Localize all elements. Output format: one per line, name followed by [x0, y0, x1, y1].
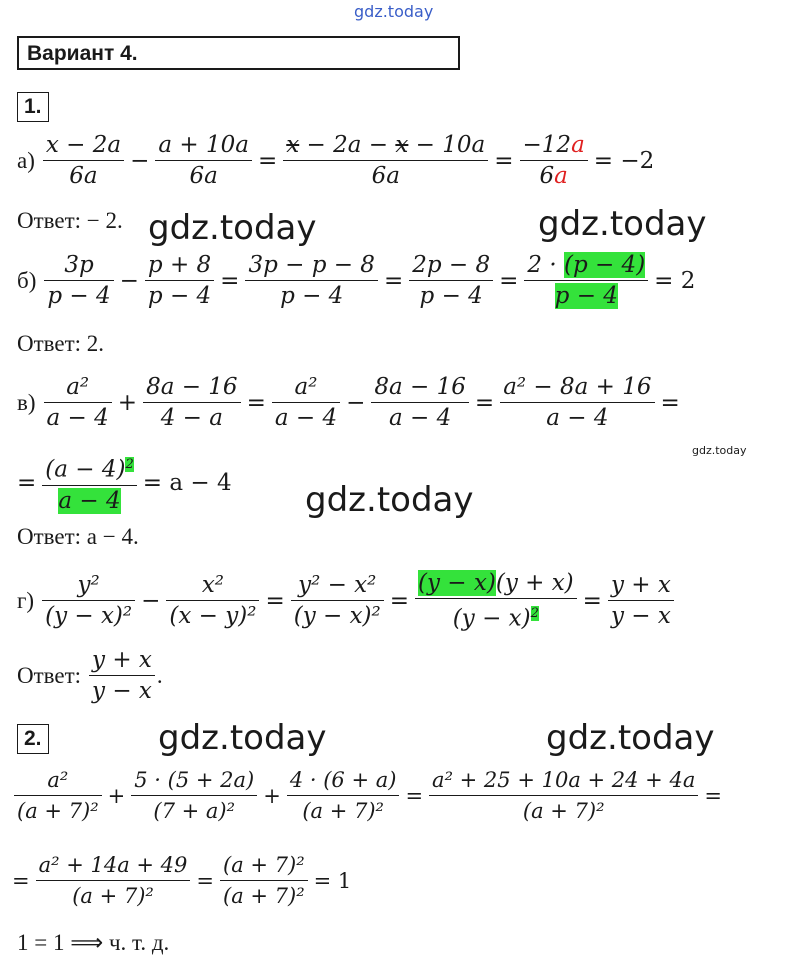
fraction: $\frac{y + x}{y - x}$	[89, 645, 155, 706]
fraction: $\frac{p + 8}{p - 4}$	[145, 250, 214, 311]
fraction: $\frac{\text{a²}}{\text{(a + 7)²}}$	[14, 765, 102, 826]
fraction: $\frac{4 \cdot (6 + a)}{\text{(a + 7)²}}$	[287, 765, 400, 826]
conclusion: 1 = 1 ⟹ ч. т. д.	[17, 930, 170, 955]
fraction: $\frac{2 \cdot (p - 4)}{p - 4}$	[524, 250, 648, 311]
fraction: $\frac{3p - p - 8}{p - 4}$	[245, 250, 378, 311]
answer-1g: Ответ: $\frac{y + x}{y - x}$ .	[17, 647, 163, 704]
fraction: $\frac{8a - 16}{4 - a}$	[143, 372, 241, 433]
fraction: $\frac{\text{a²}}{a - 4}$	[44, 372, 112, 433]
answer-1v: Ответ: a − 4.	[17, 524, 139, 549]
label-1g: г)	[17, 587, 35, 613]
fraction: $\frac{\text{a² + 14a + 49}}{\text{(a + 7)²}}$	[36, 850, 191, 911]
watermark-small: gdz.today	[692, 444, 747, 457]
watermark: gdz.today	[158, 718, 327, 758]
label-1a: а)	[17, 147, 35, 173]
watermark-top: gdz.today	[354, 2, 434, 21]
page-title: Вариант 4.	[17, 36, 460, 70]
answer-1b: Ответ: 2.	[17, 331, 105, 356]
answer-1a: Ответ: − 2.	[17, 208, 123, 233]
task1-number: 1.	[17, 92, 49, 122]
eq-1v-line1: в) $\frac{\text{a²}}{a - 4}$ + $\frac{8a - 16}{4 - a}$ = $\frac{\text{a²}}{a - 4}$ − $\frac{8a - 16}{a - 4}$ = $\frac{\text{a² − 8a + 16}}{a - 4}$ =	[17, 374, 680, 431]
fraction: $\frac{\text{a² + 25 + 10a + 24 + 4a}}{\text{(a + 7)²}}$	[429, 765, 698, 826]
watermark: gdz.today	[148, 208, 317, 248]
fraction: $\frac{-12a}{6a}$	[520, 130, 588, 191]
fraction: $\frac{y + x}{y - x}$	[608, 570, 674, 631]
eq-2-line1: $\frac{\text{a²}}{\text{(a + 7)²}}$ + $\frac{5 \cdot (5 + 2a)}{\text{(7 + a)²}}$ + $\frac{4 \cdot (6 + a)}{\text{(a + 7)²}}$ = $\frac{\text{a² + 25 + 10a + 24 + 4a}}{\text{(a + 7)²}}$ =	[12, 765, 726, 826]
eq-2-line2: = $\frac{\text{a² + 14a + 49}}{\text{(a + 7)²}}$ = $\frac{\text{(a + 7)²}}{\text{(a + 7)²}}$ = 1	[12, 850, 355, 911]
eq-1b: б) $\frac{3p}{p - 4}$ − $\frac{p + 8}{p - 4}$ = $\frac{3p - p - 8}{p - 4}$ = $\frac{2p - 8}{p - 4}$ = $\frac{2 \cdot (p - 4)}{p - 4}$ = 2	[17, 252, 696, 309]
watermark: gdz.today	[546, 718, 715, 758]
fraction: $\frac{x - 2a}{6a}$	[43, 130, 124, 191]
fraction: $\frac{5 \cdot (5 + 2a)}{\text{(7 + a)²}}$	[131, 765, 257, 826]
label-1v: в)	[17, 389, 36, 415]
fraction: $\frac{\text{(a + 7)²}}{\text{(a + 7)²}}$	[220, 850, 308, 911]
fraction: $\frac{x - 2a - x - 10a}{6a}$	[283, 130, 488, 191]
fraction: $\frac{(a - 4)^2}{a - 4}$	[42, 450, 136, 516]
fraction: $\frac{(y - x)(y + x)}{(y - x)^2}$	[415, 568, 577, 634]
eq-1g: г) $\frac{\text{y²}}{\text{(y − x)²}}$ − $\frac{\text{x²}}{\text{(x − y)²}}$ = $\frac{\text{y² − x²}}{\text{(y − x)²}}$ = $\frac{(y - x)(y + x)}{(y - x)^2}$ = $\frac{y + x}{y - x}$	[17, 568, 676, 634]
fraction: $\frac{\text{y² − x²}}{\text{(y − x)²}}$	[291, 570, 384, 631]
eq-1v-line2: = $\frac{(a - 4)^2}{a - 4}$ = a − 4	[17, 450, 236, 516]
fraction: $\frac{\text{y²}}{\text{(y − x)²}}$	[42, 570, 135, 631]
fraction: $\frac{\text{x²}}{\text{(x − y)²}}$	[166, 570, 259, 631]
fraction: $\frac{3p}{p - 4}$	[44, 250, 113, 311]
fraction: $\frac{8a - 16}{a - 4}$	[371, 372, 469, 433]
fraction: $\frac{\text{a² − 8a + 16}}{a - 4}$	[500, 372, 654, 433]
task2-number: 2.	[17, 724, 49, 754]
eq-1a: а) $\frac{x - 2a}{6a}$ − $\frac{a + 10a}{6a}$ = $\frac{x - 2a - x - 10a}{6a}$ = $\frac{-12a}{6a}$ = −2	[17, 132, 655, 189]
watermark: gdz.today	[305, 480, 474, 520]
fraction: $\frac{a + 10a}{6a}$	[155, 130, 252, 191]
fraction: $\frac{2p - 8}{p - 4}$	[409, 250, 493, 311]
label-1b: б)	[17, 267, 37, 293]
fraction: $\frac{\text{a²}}{a - 4}$	[272, 372, 340, 433]
watermark: gdz.today	[538, 204, 707, 244]
